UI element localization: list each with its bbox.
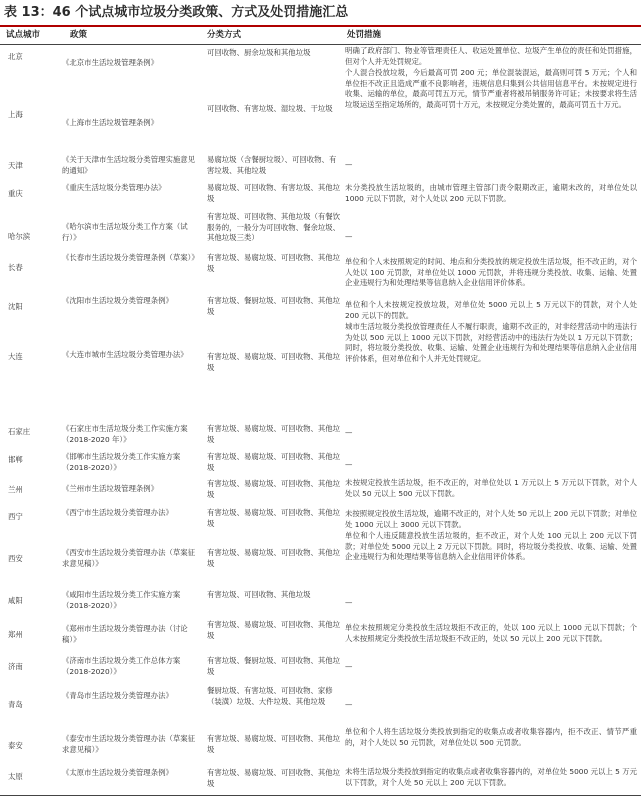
policy-cell: 《长春市生活垃圾分类管理条例（草案）》: [62, 253, 199, 262]
city-cell: 沈阳: [8, 302, 23, 311]
policy-cell: 《哈尔滨市生活垃圾分类工作方案（试行）》: [62, 222, 188, 242]
policy-cell: 《西安市生活垃圾分类管理办法（草案征求意见稿）》: [62, 548, 196, 568]
policy-cell: 《石家庄市生活垃圾分类工作实施方案（2018-2020 年）》: [62, 424, 188, 444]
header-method: 分类方式: [207, 30, 242, 40]
policy-cell: 《郑州市生活垃圾分类管理办法（讨论稿）》: [62, 624, 188, 644]
city-cell: 重庆: [8, 189, 23, 198]
policy-cell: 《兰州市生活垃圾管理条例》: [62, 484, 159, 493]
policy-cell: 《上海市生活垃圾管理条例》: [62, 118, 159, 127]
city-cell: 济南: [8, 662, 23, 671]
policy-cell: 《济南市生活垃圾分类工作总体方案（2018-2020）》: [62, 656, 181, 676]
measure-cell: 单位和个人未按规定投放垃圾，对单位处 5000 元以上 5 万元以下的罚款，对个人处 200 元以下的罚款。: [345, 300, 637, 320]
policy-cell: 《邯郸市生活垃圾分类工作实施方案（2018-2020）》: [62, 452, 181, 472]
method-cell: 有害垃圾、可回收物、其他垃圾（有餐饮服务的，一般分为可回收物、餐余垃圾、其他垃圾三类）: [207, 212, 341, 242]
policy-cell: 《青岛市生活垃圾分类管理办法》: [62, 691, 173, 700]
table-title: 表 13：46 个试点城市垃圾分类政策、方式及处罚措施汇总: [4, 5, 349, 20]
method-cell: 有害垃圾、易腐垃圾、可回收物、其他垃圾: [207, 620, 341, 640]
policy-cell: 《北京市生活垃圾管理条例》: [62, 58, 159, 67]
method-cell: 有害垃圾、易腐垃圾、可回收物、其他垃圾: [207, 734, 341, 754]
measure-cell: 单位未按照规定分类投放生活垃圾拒不改正的，处以 100 元以上 1000 元以下罚款；个人未按照规定分类投放生活垃圾拒不改正的，处以 50 元以上 200 元以下罚款。: [345, 623, 637, 643]
city-cell: 邯郸: [8, 455, 23, 464]
city-cell: 泰安: [8, 741, 23, 750]
method-cell: 有害垃圾、易腐垃圾、可回收物、其他垃圾: [207, 479, 341, 499]
measure-cell: 单位和个人将生活垃圾分类投放到指定的收集点或者收集容器内，拒不改正、情节严重的，对个人处以 50 元罚款，对单位处以 500 元罚款。: [345, 727, 637, 747]
city-cell: 大连: [8, 352, 23, 361]
table-header: [0, 27, 641, 45]
method-cell: 有害垃圾、易腐垃圾、可回收物、其他垃圾: [207, 768, 341, 788]
method-cell: 有害垃圾、餐厨垃圾、可回收物、其他垃圾: [207, 296, 341, 316]
measure-cell: 明确了政府部门、物业等管理责任人、收运处置单位、垃圾产生单位的责任和处罚措施，但对个人并无处罚规定。: [345, 46, 637, 66]
method-cell: 可回收物、厨余垃圾和其他垃圾: [207, 48, 311, 57]
measure-cell: 城市生活垃圾分类投放管理责任人不履行职责，逾期不改正的，对非经营活动中的违法行为处以 500 元以上 1000 元以下罚款，对经营活动中的违法行为处以 1 万元以下罚款；同时，将垃圾分类投放、收集、运输、处置企业违规行为和处理结果等信息纳入企业信用评价体系，但对单位和个人并无处罚规定。: [345, 322, 637, 363]
measure-cell: —: [345, 232, 353, 241]
city-cell: 咸阳: [8, 596, 23, 605]
policy-cell: 《泰安市生活垃圾分类管理办法（草案征求意见稿）》: [62, 734, 196, 754]
method-cell: 易腐垃圾（含餐厨垃圾）、可回收物、有害垃圾、其他垃圾: [207, 155, 337, 175]
city-cell: 天津: [8, 161, 23, 170]
policy-cell: 《沈阳市生活垃圾分类管理条例》: [62, 296, 173, 305]
city-cell: 哈尔滨: [8, 232, 31, 241]
method-cell: 有害垃圾、可回收物、其他垃圾: [207, 590, 311, 599]
measure-cell: —: [345, 662, 353, 671]
policy-cell: 《关于天津市生活垃圾分类管理实施意见的通知》: [62, 155, 196, 175]
measure-cell: —: [345, 460, 353, 469]
measure-cell: —: [345, 428, 353, 437]
policy-cell: 《太原市生活垃圾分类管理条例》: [62, 768, 173, 777]
table-bottom-rule: [0, 795, 641, 796]
method-cell: 有害垃圾、餐厨垃圾、可回收物、其他垃圾: [207, 656, 341, 676]
policy-cell: 《大连市城市生活垃圾分类管理办法》: [62, 350, 188, 359]
city-cell: 西安: [8, 554, 23, 563]
method-cell: 有害垃圾、易腐垃圾、可回收物、其他垃圾: [207, 548, 341, 568]
measure-cell: 未分类投放生活垃圾的，由城市管理主管部门责令限期改正，逾期未改的，对单位处以 1000 元以下罚款，对个人处以 200 元以下罚款。: [345, 183, 637, 203]
city-cell: 青岛: [8, 700, 23, 709]
header-city: 试点城市: [6, 30, 41, 40]
measure-cell: 未按规定投放生活垃圾，拒不改正的，对单位处以 1 万元以上 5 万元以下罚款，对个人处以 50 元以上 500 元以下罚款。: [345, 478, 637, 498]
city-cell: 兰州: [8, 485, 23, 494]
measure-cell: 单位和个人违反随意投放生活垃圾的，拒不改正，对个人处 100 元以上 200 元以下罚款；对单位处 5000 元以上 2 万元以下罚款。同时，将垃圾分类投放、收集、运输、处置企业违规行为和处理结果等信息纳入企业信用评价体系。: [345, 531, 637, 561]
measure-cell: 未将生活垃圾分类投放到指定的收集点或者收集容器内的，对单位处 5000 元以上 5 万元以下罚款，对个人处 50 元以上 200 元以下罚款。: [345, 767, 637, 787]
city-cell: 上海: [8, 110, 23, 119]
method-cell: 餐厨垃圾、有害垃圾、可回收物、家修（装潢）垃圾、大件垃圾、其他垃圾: [207, 686, 333, 706]
measure-cell: —: [345, 598, 353, 607]
measure-cell: 未按照规定投放生活垃圾，逾期不改正的，对个人处 50 元以上 200 元以下罚款；对单位处 1000 元以上 3000 元以下罚款。: [345, 509, 637, 529]
policy-cell: 《咸阳市生活垃圾分类工作实施方案（2018-2020）》: [62, 590, 181, 610]
measure-cell: —: [345, 700, 353, 709]
measure-cell: 个人混合投放垃圾，今后最高可罚 200 元；单位混装混运，最高则可罚 5 万元；个人和单位拒不改正且造成严重不良影响者，违规信息归集到公共信用信息平台。未按规定进行收集、运输的单位，最高可罚五万元，情节严重者将被吊销服务许可证；未按要求将生活垃圾运送至指定场所的，最高可罚十万元，未按规定分类处置的，最高可罚五十万元。: [345, 68, 637, 109]
city-cell: 长春: [8, 263, 23, 272]
method-cell: 易腐垃圾、可回收物、有害垃圾、其他垃圾: [207, 183, 341, 203]
header-policy: 政策: [70, 30, 88, 40]
header-measures: 处罚措施: [347, 30, 382, 40]
method-cell: 有害垃圾、易腐垃圾、可回收物、其他垃圾: [207, 508, 341, 528]
method-cell: 有害垃圾、易腐垃圾、可回收物、其他垃圾: [207, 424, 341, 444]
method-cell: 有害垃圾、易腐垃圾、可回收物、其他垃圾: [207, 352, 341, 372]
city-cell: 石家庄: [8, 427, 31, 436]
method-cell: 可回收物、有害垃圾、湿垃圾、干垃圾: [207, 104, 333, 113]
measure-cell: 单位和个人未按照规定的时间、地点和分类投放的规定投放生活垃圾，拒不改正的，对个人处以 100 元罚款，对单位处以 1000 元罚款，并将违规分类投放、收集、运输、处置企业违规行为和处理结果等信息纳入企业信用评价体系。: [345, 257, 637, 287]
policy-cell: 《西宁市生活垃圾分类管理办法》: [62, 508, 173, 517]
city-cell: 太原: [8, 772, 23, 781]
measure-cell: —: [345, 160, 353, 169]
method-cell: 有害垃圾、易腐垃圾、可回收物、其他垃圾: [207, 452, 341, 472]
city-cell: 郑州: [8, 630, 23, 639]
city-cell: 北京: [8, 52, 23, 61]
method-cell: 有害垃圾、易腐垃圾、可回收物、其他垃圾: [207, 253, 341, 273]
city-cell: 西宁: [8, 512, 23, 521]
policy-cell: 《重庆生活垃圾分类管理办法》: [62, 183, 166, 192]
